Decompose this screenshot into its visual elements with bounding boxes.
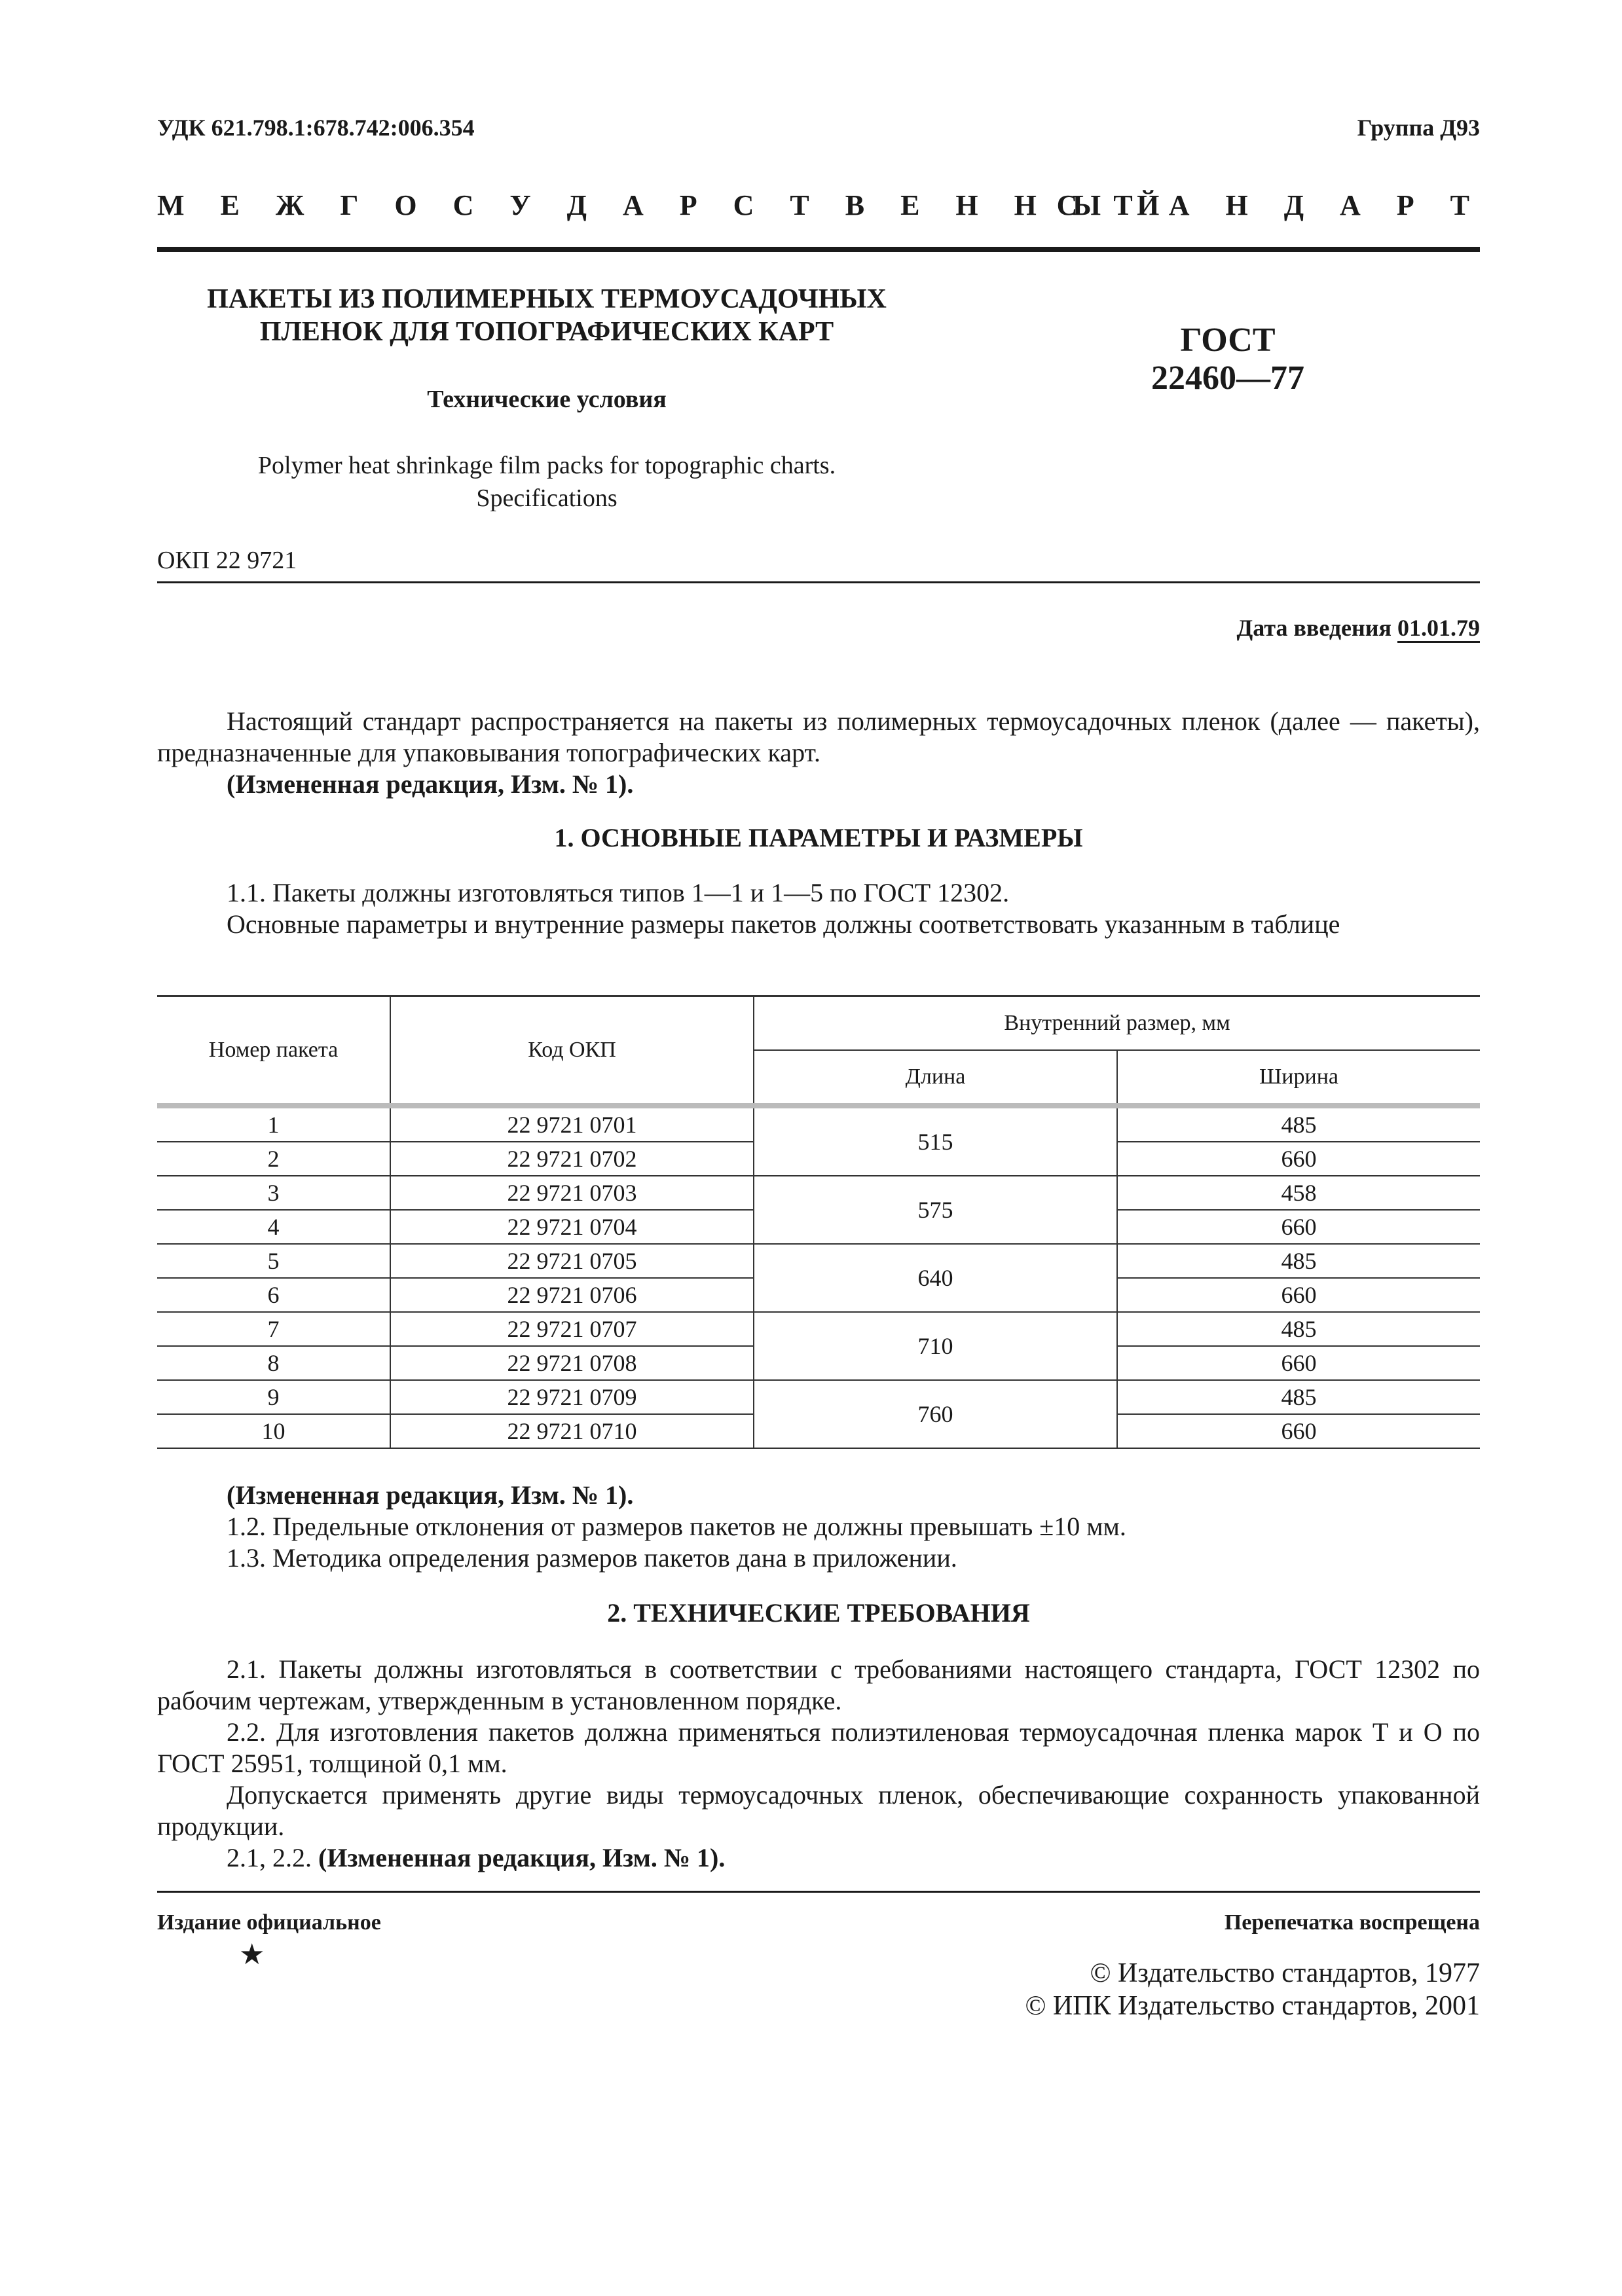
cell-number: 6 bbox=[157, 1278, 390, 1312]
package-size-table bbox=[157, 995, 1480, 1449]
intro-date bbox=[1237, 614, 1481, 642]
copyright-1977: © Издательство стандартов, 1977 bbox=[1090, 1958, 1480, 1988]
table-header-width: Ширина bbox=[1117, 1050, 1480, 1106]
cell-code: 22 9721 0701 bbox=[390, 1106, 754, 1142]
cell-width: 485 bbox=[1117, 1380, 1480, 1414]
cell-code: 22 9721 0708 bbox=[390, 1346, 754, 1380]
section-1-amendment: (Измененная редакция, Изм. № 1). bbox=[227, 1480, 634, 1510]
cell-width: 660 bbox=[1117, 1346, 1480, 1380]
okp-rule bbox=[157, 581, 1480, 583]
cell-code: 22 9721 0703 bbox=[390, 1176, 754, 1210]
title-line-1: ПАКЕТЫ ИЗ ПОЛИМЕРНЫХ ТЕРМОУСАДОЧНЫХ bbox=[207, 284, 887, 314]
cell-width: 485 bbox=[1117, 1312, 1480, 1346]
table-row bbox=[157, 1312, 1480, 1346]
title-line-2: ПЛЕНОК ДЛЯ ТОПОГРАФИЧЕСКИХ КАРТ bbox=[259, 317, 834, 347]
table-row bbox=[157, 1244, 1480, 1278]
intro-date-value: 01.01.79 bbox=[1397, 615, 1480, 641]
cell-width: 660 bbox=[1117, 1278, 1480, 1312]
section-1-p4: 1.3. Методика определения размеров пакетов дана в приложении. bbox=[227, 1543, 957, 1573]
footer-rule bbox=[157, 1891, 1480, 1893]
reprint-prohibited: Перепечатка воспрещена bbox=[1224, 1910, 1480, 1935]
section-2-p3: Допускается применять другие виды термоусадочных пленок, обеспечивающие сохранность упакованной продукции. bbox=[157, 1780, 1480, 1841]
cell-code: 22 9721 0707 bbox=[390, 1312, 754, 1346]
banner-rule bbox=[157, 247, 1480, 252]
cell-code: 22 9721 0706 bbox=[390, 1278, 754, 1312]
cell-width: 660 bbox=[1117, 1414, 1480, 1448]
section-1-heading: 1. ОСНОВНЫЕ ПАРАМЕТРЫ И РАЗМЕРЫ bbox=[554, 823, 1083, 852]
cell-code: 22 9721 0709 bbox=[390, 1380, 754, 1414]
cell-width: 485 bbox=[1117, 1244, 1480, 1278]
cell-number: 7 bbox=[157, 1312, 390, 1346]
cell-number: 4 bbox=[157, 1210, 390, 1244]
subtitle: Технические условия bbox=[427, 386, 667, 413]
cell-code: 22 9721 0704 bbox=[390, 1210, 754, 1244]
udk-code: УДК 621.798.1:678.742:006.354 bbox=[157, 115, 475, 141]
section-2-p4 bbox=[157, 1842, 1480, 1874]
cell-code: 22 9721 0705 bbox=[390, 1244, 754, 1278]
cell-length: 710 bbox=[754, 1312, 1117, 1380]
section-1-p3: 1.2. Предельные отклонения от размеров пакетов не должны превышать ±10 мм. bbox=[227, 1512, 1126, 1541]
cell-width: 660 bbox=[1117, 1210, 1480, 1244]
cell-number: 10 bbox=[157, 1414, 390, 1448]
table-header-length: Длина bbox=[754, 1050, 1117, 1106]
star-icon: ★ bbox=[239, 1939, 265, 1971]
cell-number: 3 bbox=[157, 1176, 390, 1210]
section-2-heading: 2. ТЕХНИЧЕСКИЕ ТРЕБОВАНИЯ bbox=[607, 1598, 1030, 1628]
cell-number: 9 bbox=[157, 1380, 390, 1414]
section-1-p1: 1.1. Пакеты должны изготовляться типов 1—1 и 1—5 по ГОСТ 12302. bbox=[227, 878, 1010, 907]
section-2-p4-prefix: 2.1, 2.2. bbox=[227, 1843, 312, 1872]
table-header-code: Код ОКП bbox=[390, 996, 754, 1106]
cell-number: 1 bbox=[157, 1106, 390, 1142]
section-2-p4-amendment: (Измененная редакция, Изм. № 1). bbox=[318, 1843, 726, 1872]
cell-code: 22 9721 0710 bbox=[390, 1414, 754, 1448]
cell-length: 640 bbox=[754, 1244, 1117, 1312]
section-2-p1: 2.1. Пакеты должны изготовляться в соответствии с требованиями настоящего стандарта, ГОСТ 12302 по рабочим чертежам, утвержденным в установленном порядке. bbox=[157, 1654, 1480, 1715]
cell-number: 8 bbox=[157, 1346, 390, 1380]
cell-code: 22 9721 0702 bbox=[390, 1142, 754, 1176]
cell-length: 760 bbox=[754, 1380, 1117, 1448]
copyright-2001: © ИПК Издательство стандартов, 2001 bbox=[1025, 1991, 1480, 2021]
document-page bbox=[157, 0, 1480, 2296]
cell-width: 660 bbox=[1117, 1142, 1480, 1176]
section-2-p2: 2.2. Для изготовления пакетов должна применяться полиэтиленовая термоусадочная пленка марок Т и О по ГОСТ 25951, толщиной 0,1 мм. bbox=[157, 1717, 1480, 1778]
table-header-size: Внутренний размер, мм bbox=[754, 996, 1480, 1051]
cell-number: 2 bbox=[157, 1142, 390, 1176]
cell-length: 575 bbox=[754, 1176, 1117, 1244]
section-1-p2: Основные параметры и внутренние размеры пакетов должны соответствовать указанным в таблице bbox=[227, 909, 1340, 939]
gost-number: 22460—77 bbox=[1151, 359, 1304, 397]
intro-paragraph: Настоящий стандарт распространяется на пакеты из полимерных термоусадочных пленок (далее — пакеты), предназначенные для упаковывания топографических карт. bbox=[157, 706, 1480, 767]
intro-date-label: Дата введения bbox=[1236, 615, 1392, 641]
table-row bbox=[157, 1380, 1480, 1414]
cell-width: 485 bbox=[1117, 1106, 1480, 1142]
table-row bbox=[157, 1106, 1480, 1142]
english-title-1: Polymer heat shrinkage film packs for topographic charts. bbox=[257, 452, 836, 479]
table-header-number: Номер пакета bbox=[157, 996, 390, 1106]
cell-number: 5 bbox=[157, 1244, 390, 1278]
cell-length: 515 bbox=[754, 1106, 1117, 1176]
banner-standard: С Т А Н Д А Р Т bbox=[1056, 189, 1480, 221]
cell-width: 458 bbox=[1117, 1176, 1480, 1210]
group-code: Группа Д93 bbox=[1357, 115, 1480, 141]
edition-official: Издание официальное bbox=[157, 1910, 381, 1935]
table-row bbox=[157, 1176, 1480, 1210]
intro-amendment: (Измененная редакция, Изм. № 1). bbox=[227, 769, 634, 799]
gost-label: ГОСТ bbox=[1180, 321, 1276, 359]
banner-interstate: М Е Ж Г О С У Д А Р С Т В Е Н Н Ы Й bbox=[157, 189, 1170, 221]
english-title-2: Specifications bbox=[476, 484, 617, 512]
okp-code: ОКП 22 9721 bbox=[157, 547, 297, 574]
